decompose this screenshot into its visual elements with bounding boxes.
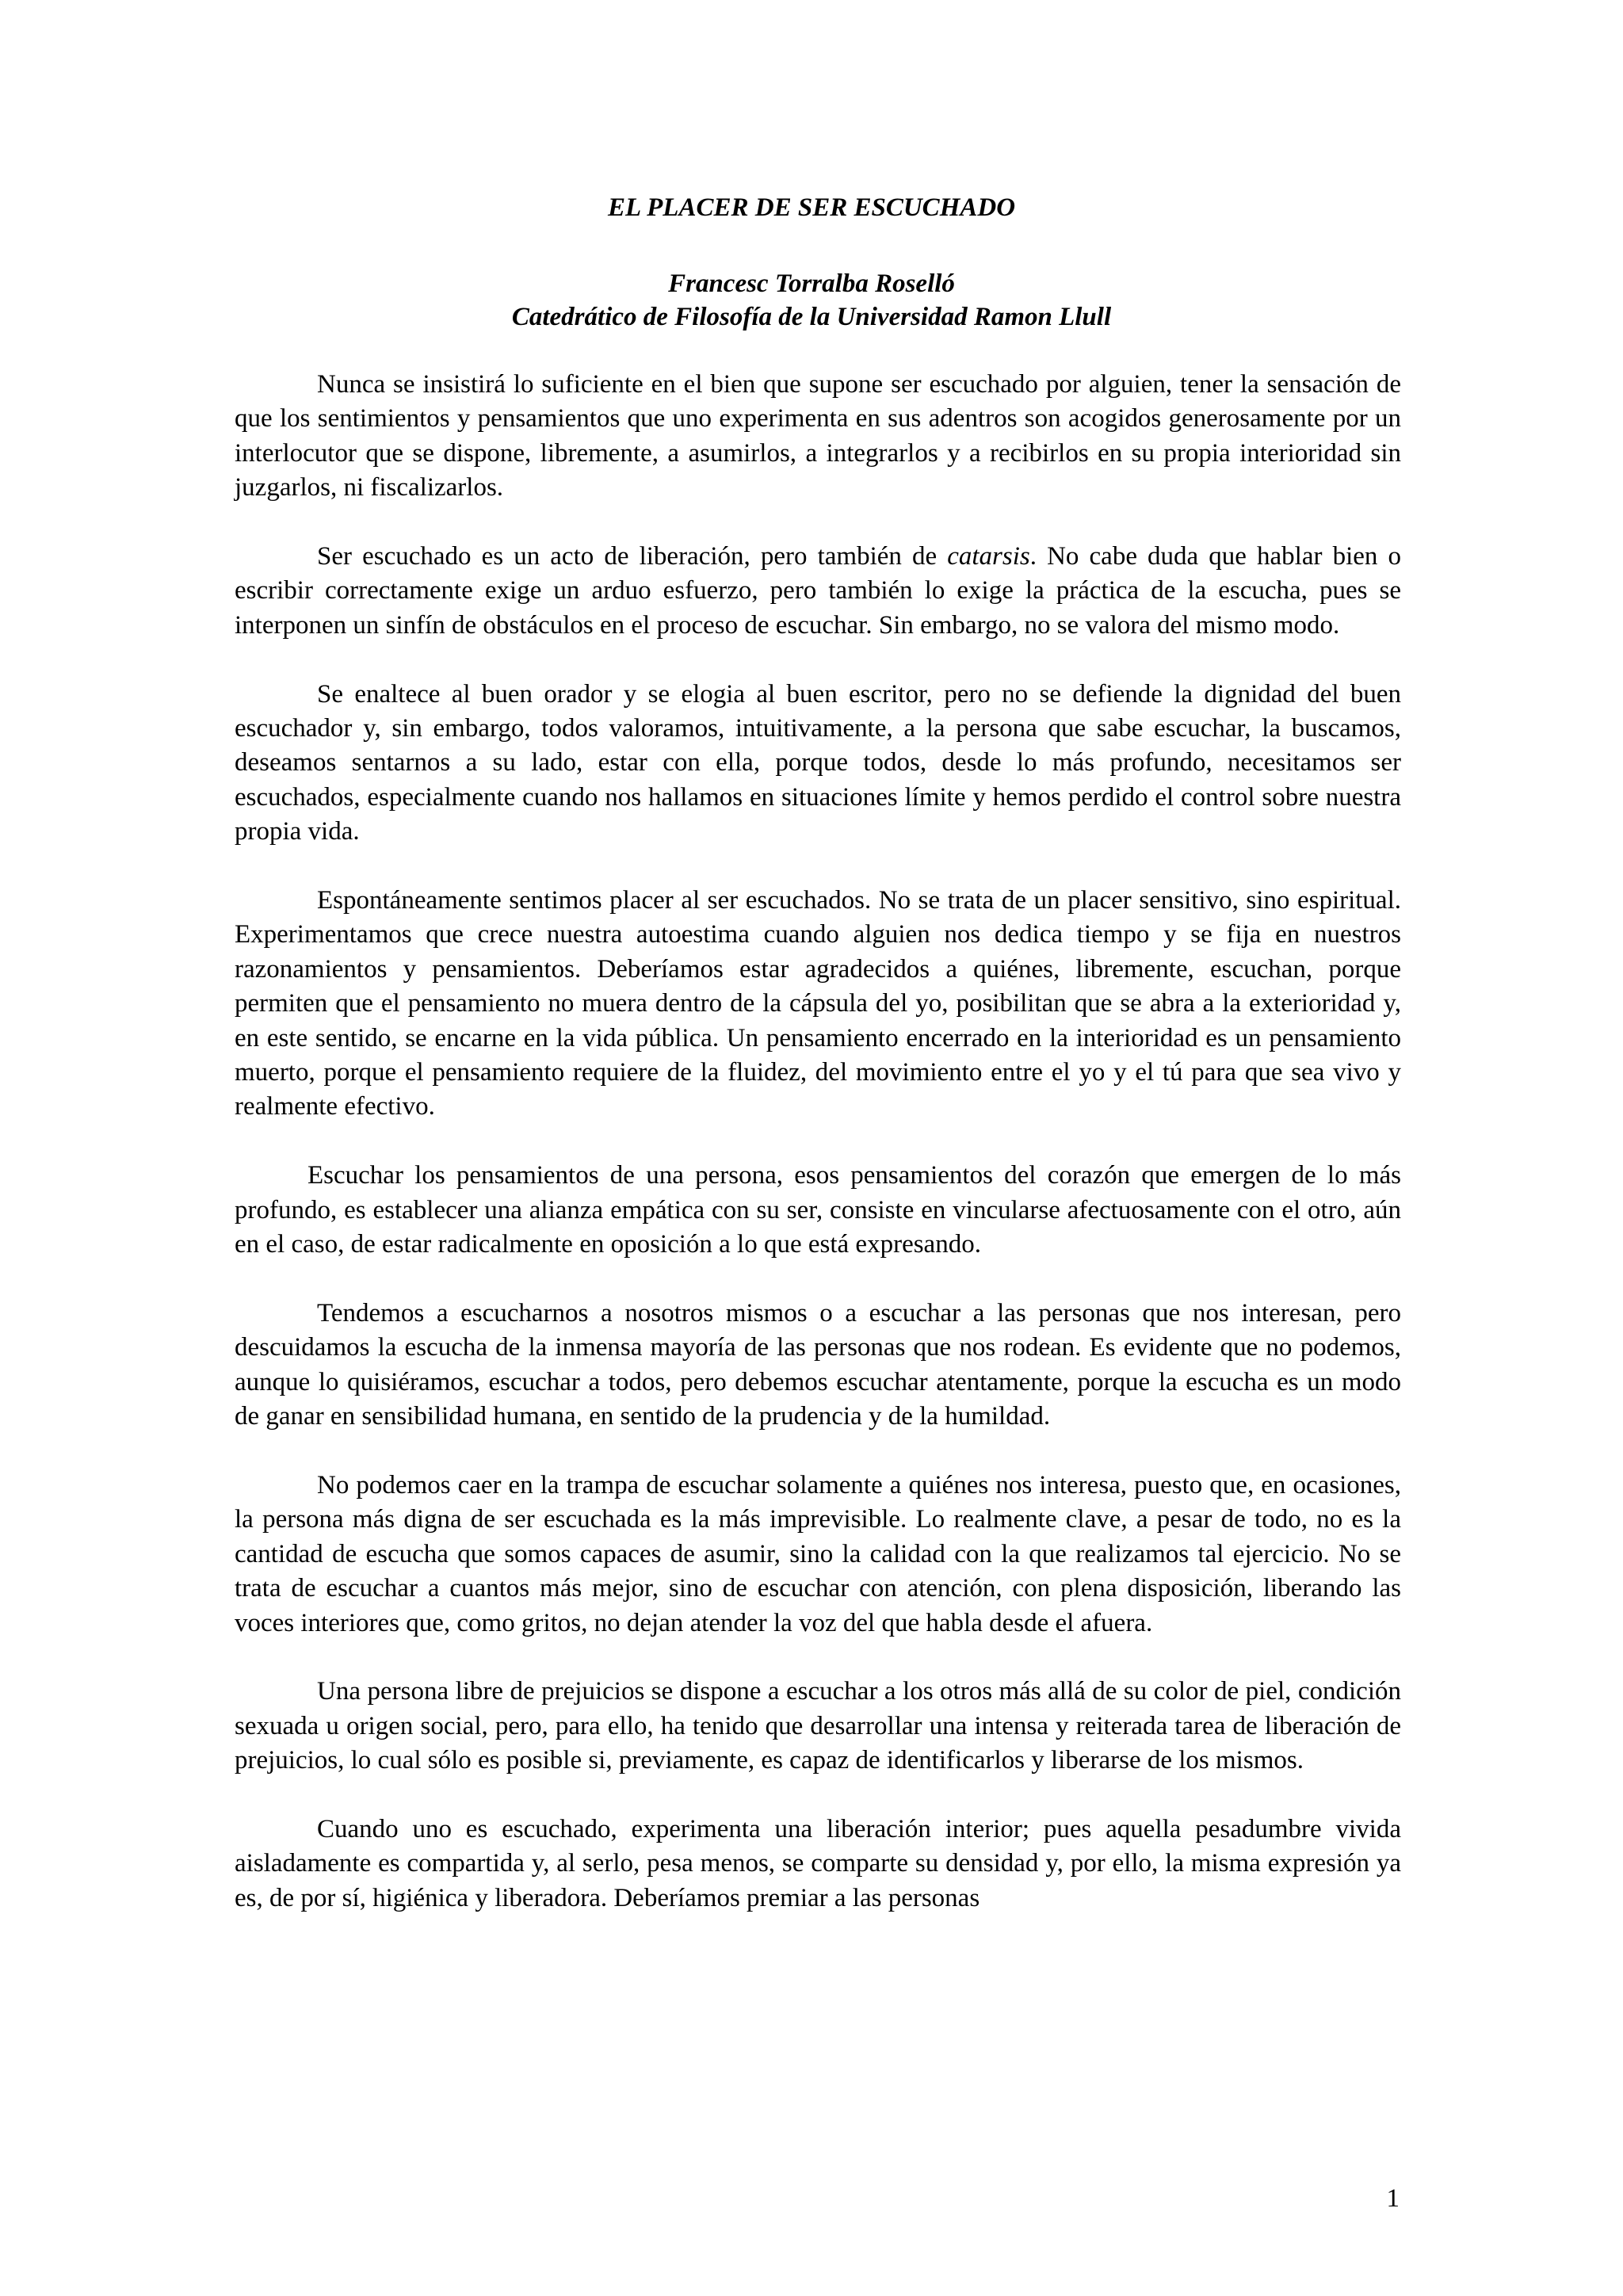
paragraph-5: Escuchar los pensamientos de una persona, esos pensamientos del corazón que emergen de lo más profundo, es establecer una alianza empática con su ser, consiste en vincularse afectuosamente con el otro, aún en el caso, de estar radicalmente en oposición a lo que está expresando.	[235, 1161, 1401, 1259]
paragraph-9: Cuando uno es escuchado, experimenta una liberación interior; pues aquella pesadumbre vivida aisladamente es compartida y, al serlo, pesa menos, se comparte su densidad y, por ello, la misma expresión ya es, de por sí, higiénica y liberadora. Deberíamos premiar a las personas	[235, 1814, 1401, 1912]
paragraph-1: Nunca se insistirá lo suficiente en el bien que supone ser escuchado por alguien, tener la sensación de que los sentimientos y pensamientos que uno experimenta en sus adentros son acogidos generosamente por un interlocutor que se dispone, libremente, a asumirlos, a integrarlos y a recibirlos en su propia interioridad sin juzgarlos, ni fiscalizarlos.	[235, 370, 1401, 502]
paragraph-2	[235, 540, 1401, 643]
paragraph-7: No podemos caer en la trampa de escuchar solamente a quiénes nos interesa, puesto que, en ocasiones, la persona más digna de ser escuchada es la más imprevisible. Lo realmente clave, a pesar de todo, no es la cantidad de escucha que somos capaces de asumir, sino la calidad con la que realizamos tal ejercicio. No se trata de escuchar a cuantos más mejor, sino de escuchar con atención, con plena disposición, liberando las voces interiores que, como gritos, no dejan atender la voz del que habla desde el afuera.	[235, 1470, 1401, 1637]
paragraph-2-emphasis: catarsis	[947, 542, 1030, 571]
paragraph-3: Se enaltece al buen orador y se elogia al buen escritor, pero no se defiende la dignidad del buen escuchador y, sin embargo, todos valoramos, intuitivamente, a la persona que sabe escuchar, la buscamos, deseamos sentarnos a su lado, estar con ella, porque todos, desde lo más profundo, necesitamos ser escuchados, especialmente cuando nos hallamos en situaciones límite y hemos perdido el control sobre nuestra propia vida.	[235, 679, 1401, 846]
page-number: 1	[1386, 2184, 1400, 2213]
author-affiliation: Catedrático de Filosofía de la Universidad Ramon Llull	[511, 303, 1112, 331]
paragraph-8: Una persona libre de prejuicios se dispone a escuchar a los otros más allá de su color de piel, condición sexuada u origen social, pero, para ello, ha tenido que desarrollar una intensa y reiterada tarea de liberación de prejuicios, lo cual sólo es posible si, previamente, es capaz de identificarlos y liberarse de los mismos.	[235, 1677, 1401, 1775]
body-text	[235, 368, 1401, 1950]
paragraph-6: Tendemos a escucharnos a nosotros mismos o a escuchar a las personas que nos interesan, pero descuidamos la escucha de la inmensa mayoría de las personas que nos rodean. Es evidente que no podemos, aunque lo quisiéramos, escuchar a todos, pero debemos escuchar atentamente, porque la escucha es un modo de ganar en sensibilidad humana, en sentido de la prudencia y de la humildad.	[235, 1298, 1401, 1431]
paragraph-2-text-before: Ser escuchado es un acto de liberación, pero también de	[317, 542, 948, 571]
paragraph-4: Espontáneamente sentimos placer al ser escuchados. No se trata de un placer sensitivo, sino espiritual. Experimentamos que crece nuestra autoestima cuando alguien nos dedica tiempo y se fija en nuestros razonamientos y pensamientos. Deberíamos estar agradecidos a quiénes, libremente, escuchan, porque permiten que el pensamiento no muera dentro de la cápsula del yo, posibilitan que se abra a la exterioridad y, en este sentido, se encarne en la vida pública. Un pensamiento encerrado en la interioridad es un pensamiento muerto, porque el pensamiento requiere de la fluidez, del movimiento entre el yo y el tú para que sea vivo y realmente efectivo.	[235, 886, 1401, 1121]
paragraph-2-text-after: . No cabe duda que hablar bien o escribir correctamente exige un arduo esfuerzo, pero también lo exige la práctica de la escucha, pues se interponen un sinfín de obstáculos en el proceso de escuchar. Sin embargo, no se valora del mismo modo.	[235, 542, 1401, 640]
author-name: Francesc Torralba Roselló	[668, 269, 955, 298]
document-title: EL PLACER DE SER ESCUCHADO	[607, 193, 1016, 222]
